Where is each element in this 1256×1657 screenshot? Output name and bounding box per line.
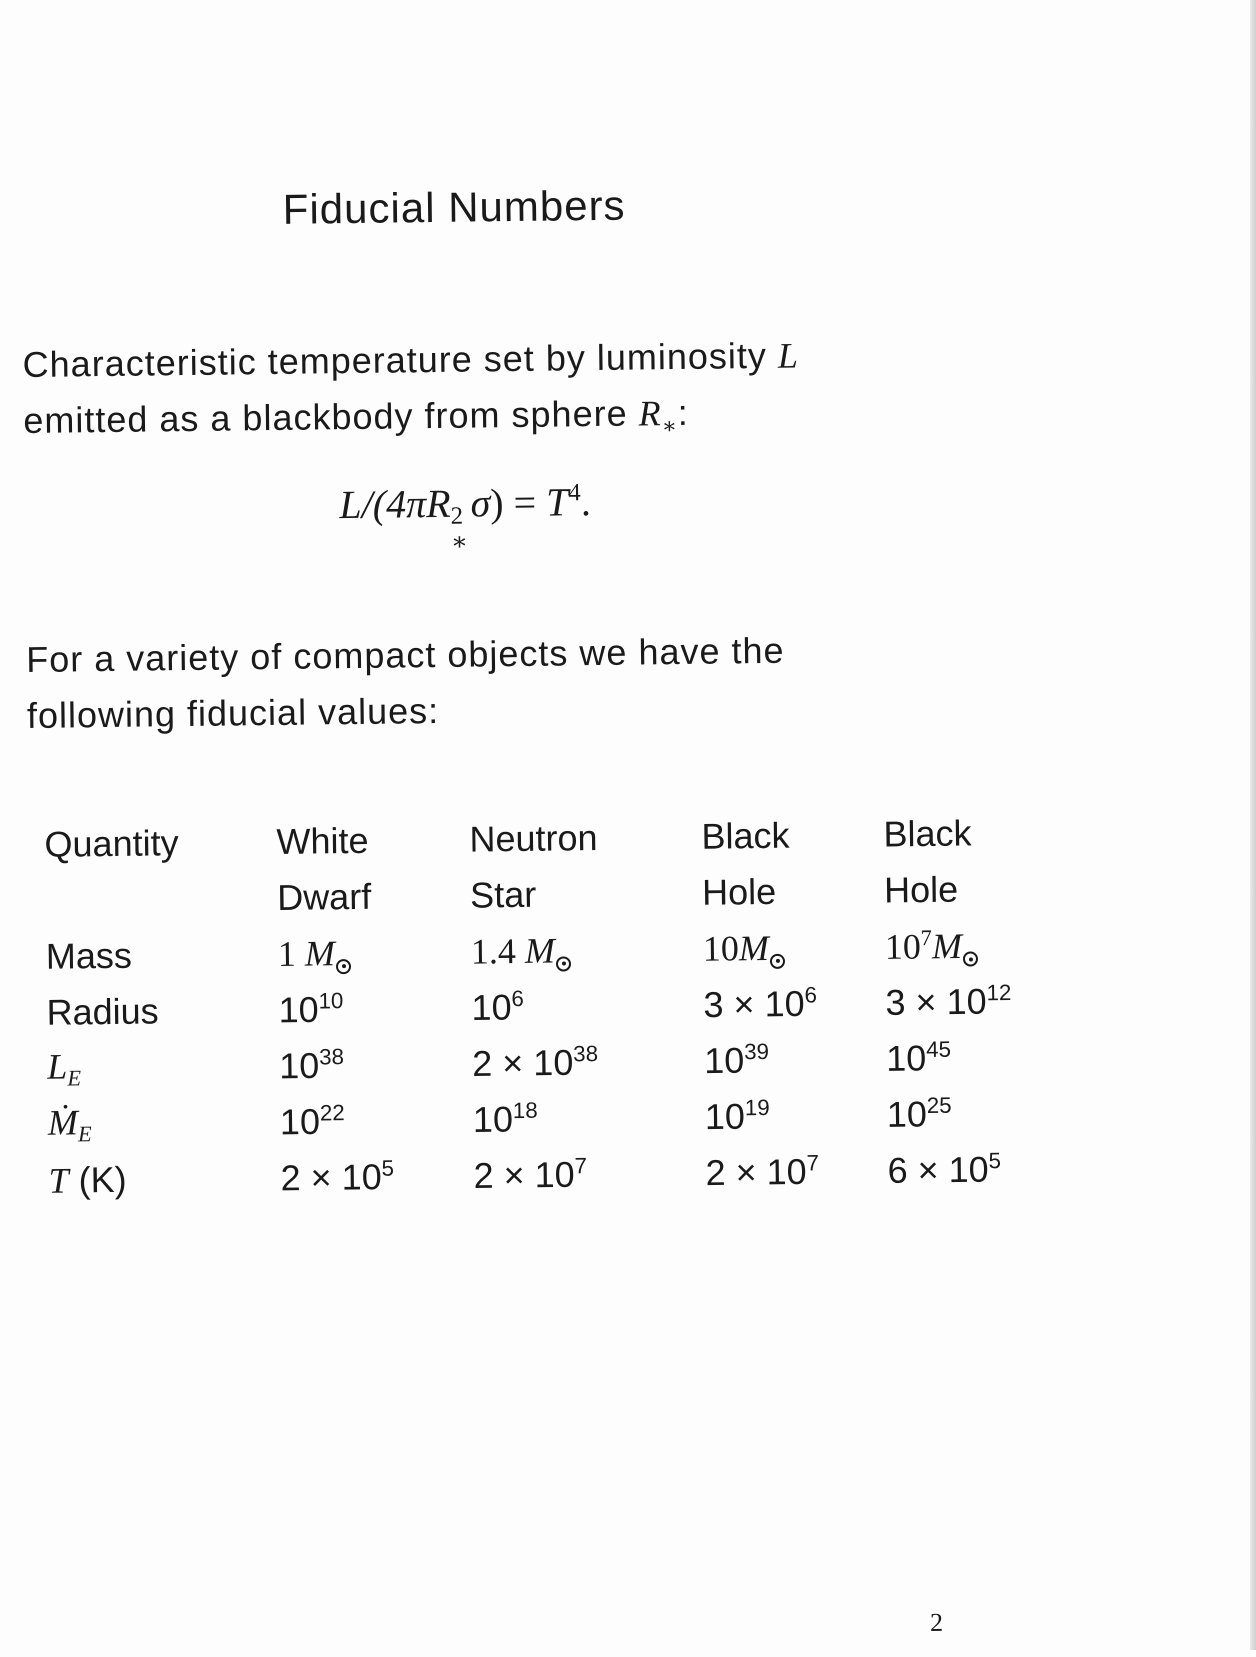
fiducial-table bbox=[32, 804, 1088, 1209]
blackbody-equation: L/(4πR 2 ∗ $\sigma) = T^4$. bbox=[339, 479, 592, 557]
intro-paragraph bbox=[22, 325, 1023, 462]
cell-mass-bh1: 10M bbox=[702, 919, 885, 977]
intro-line-2: emitted as a blackbody from sphere $R_∗$: bbox=[23, 391, 690, 442]
cell-le-bh1: $10^{39}$ bbox=[703, 1038, 770, 1081]
cell-radius-bh1: $3 \times 10^6$ bbox=[703, 982, 818, 1025]
page-title: Fiducial Numbers bbox=[282, 181, 626, 233]
intro-line-1: Characteristic temperature set by luminosity L bbox=[22, 334, 800, 386]
cell-mdot-ns: $10^{18}$ bbox=[472, 1097, 538, 1140]
cell-le-wd: $10^{38}$ bbox=[278, 1043, 345, 1087]
cell-radius-wd: $10^{10}$ bbox=[278, 987, 344, 1031]
table-intro-line-1: For a variety of compact objects we have the bbox=[25, 629, 785, 680]
header-neutron-star: Neutron bbox=[469, 817, 598, 860]
cell-temp-wd: $2 \times 10^5$ bbox=[280, 1155, 395, 1199]
header-white-dwarf: White bbox=[276, 819, 369, 862]
solar-symbol-icon bbox=[770, 954, 785, 969]
cell-radius-bh2: $3 \times 10^{12}$ bbox=[885, 979, 1012, 1023]
cell-mass-wd: 1 M bbox=[278, 924, 472, 982]
cell-mdot-bh2: $10^{25}$ bbox=[886, 1092, 952, 1135]
page-number: 2 bbox=[929, 1607, 944, 1638]
row-label-radius: Radius bbox=[46, 990, 159, 1033]
cell-mass-ns: 1.4 M bbox=[471, 921, 704, 980]
table-row-temperature bbox=[36, 1140, 1088, 1209]
row-label-temperature: T (K) bbox=[48, 1158, 127, 1201]
cell-mass-bh2: $10^7M$ bbox=[884, 916, 1085, 974]
cell-le-bh2: $10^{45}$ bbox=[885, 1036, 952, 1079]
cell-temp-bh2: $6 \times 10^5$ bbox=[887, 1147, 1002, 1191]
row-label-le: $L_E$ bbox=[46, 1046, 82, 1091]
solar-symbol-icon bbox=[336, 959, 351, 974]
cell-mdot-wd: $10^{22}$ bbox=[279, 1099, 345, 1143]
header-black-hole-1: Black bbox=[701, 814, 790, 857]
cell-radius-ns: $10^6$ bbox=[471, 985, 525, 1028]
cell-mdot-bh1: $10^{19}$ bbox=[704, 1094, 770, 1137]
row-label-mass: Mass bbox=[45, 934, 133, 977]
scan-edge-shadow bbox=[1250, 0, 1256, 1650]
cell-temp-bh1: $2 \times 10^7$ bbox=[705, 1150, 820, 1193]
header-black-hole-2: Black bbox=[883, 812, 972, 855]
header-quantity: Quantity bbox=[44, 822, 179, 865]
table-intro-paragraph bbox=[26, 620, 1027, 744]
table-intro-line-2: following fiducial values: bbox=[26, 689, 440, 736]
table-header-row-2: Dwarf Star Hole Hole bbox=[276, 868, 959, 918]
solar-symbol-icon bbox=[556, 956, 571, 971]
cell-le-ns: $2 \times 10^{38}$ bbox=[471, 1040, 599, 1084]
cell-temp-ns: $2 \times 10^7$ bbox=[473, 1152, 588, 1196]
row-label-mdot: Ṁ$_E$ bbox=[47, 1101, 92, 1147]
solar-symbol-icon bbox=[963, 951, 978, 966]
